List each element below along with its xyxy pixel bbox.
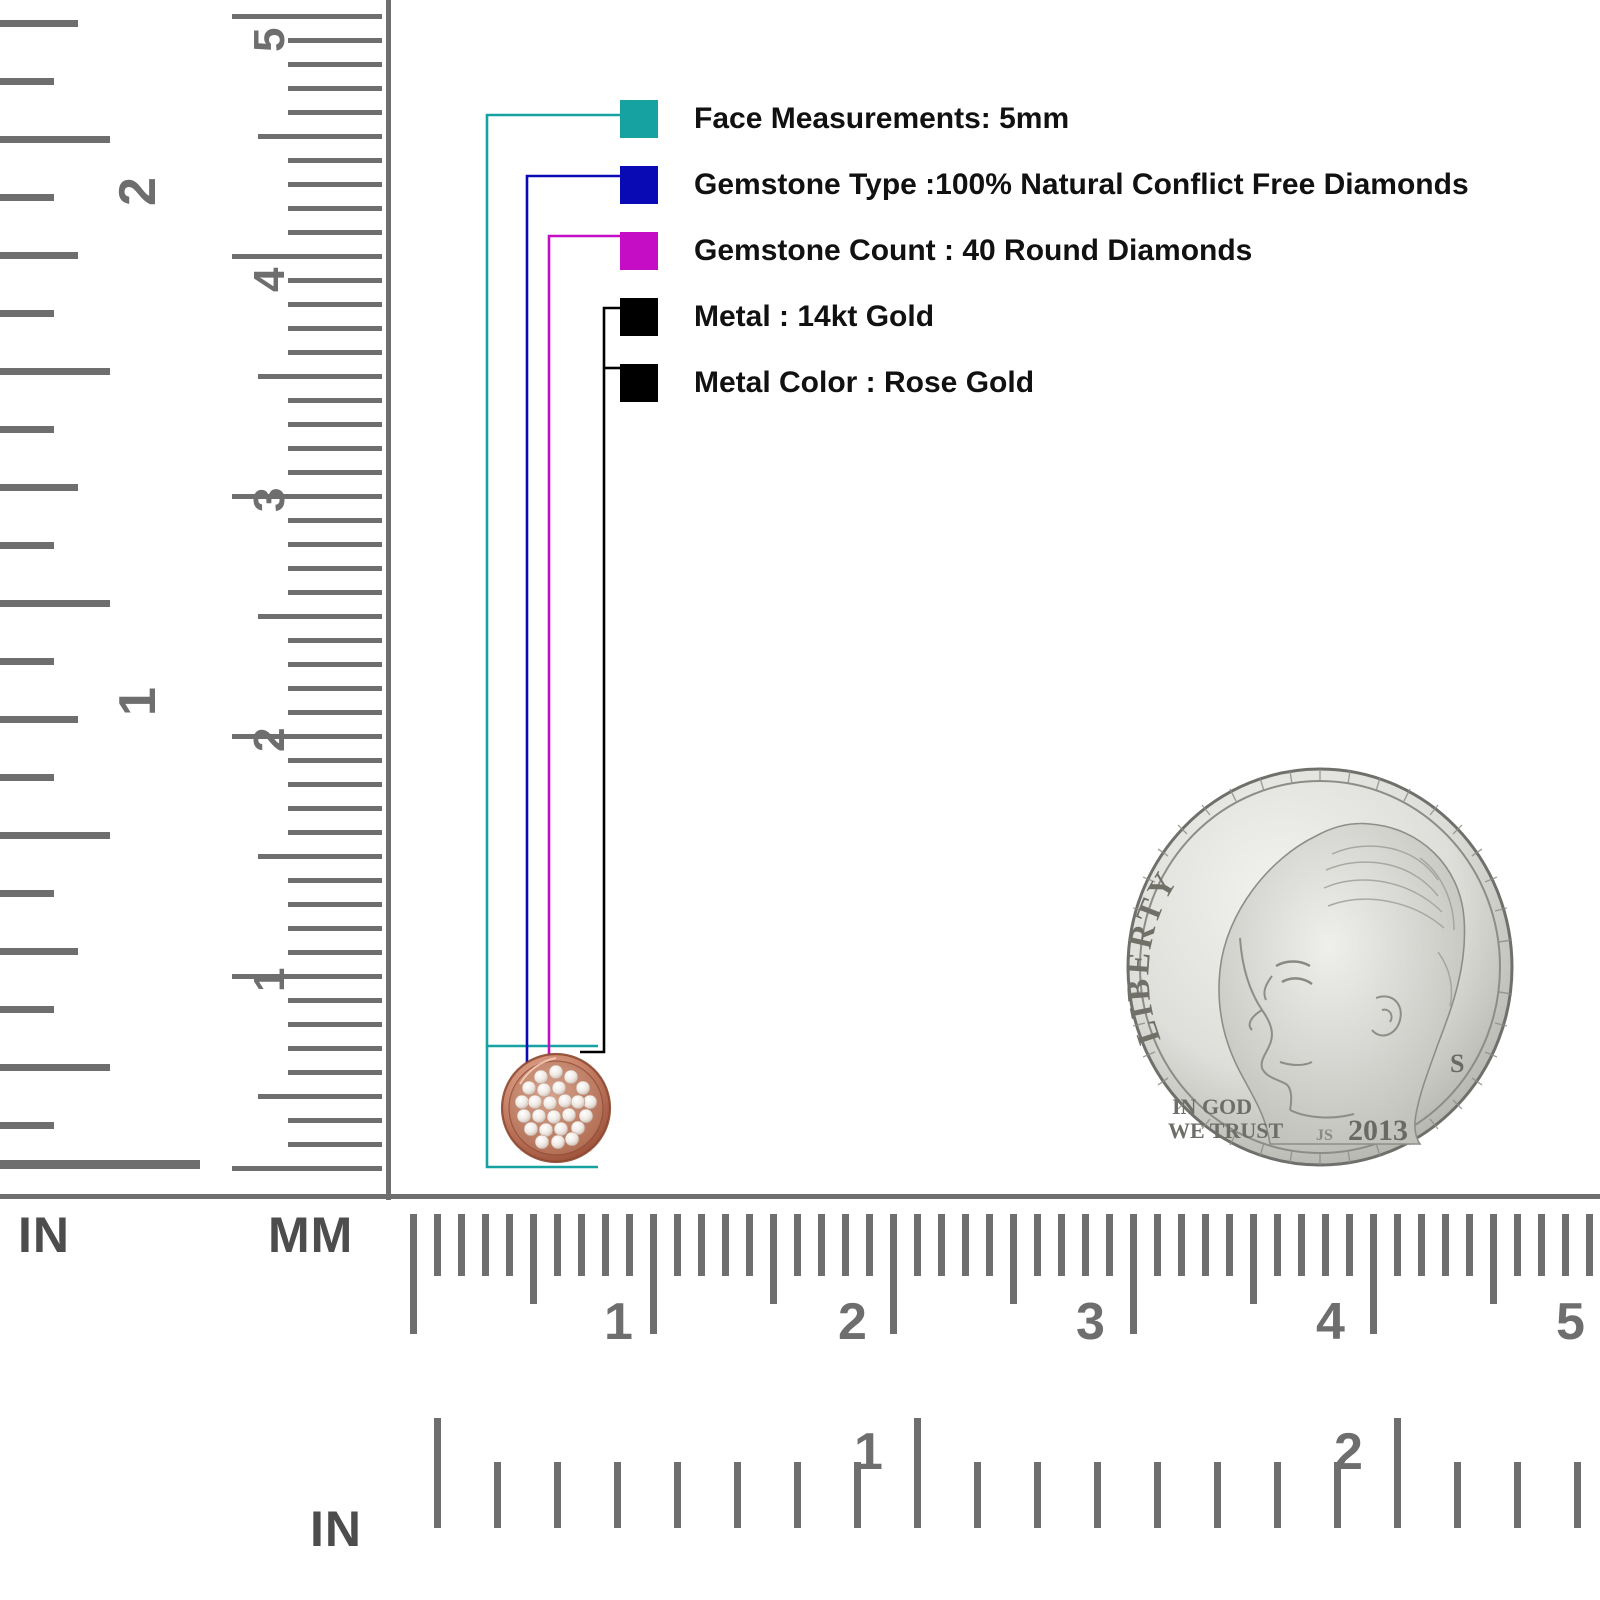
coin-us-dime <box>1120 762 1520 1172</box>
legend-label-metal: Metal : 14kt Gold <box>694 300 935 333</box>
hruler-cm-number-1: 1 <box>604 1293 633 1351</box>
legend-label-gemstone-type: Gemstone Type :100% Natural Conflict Free Diamonds <box>694 168 1469 201</box>
label-in-vertical: IN <box>18 1207 70 1263</box>
vruler-mm-number-3: 3 <box>245 487 294 512</box>
horizontal-ruler <box>388 1196 1600 1600</box>
label-mm-vertical: MM <box>268 1207 354 1263</box>
swatch-gemstone-count-icon <box>620 232 658 270</box>
coin-mintmark-text: S <box>1450 1049 1465 1078</box>
vruler-in-number-2: 2 <box>109 177 167 206</box>
legend-label-face-measurements: Face Measurements: 5mm <box>694 102 1070 135</box>
hruler-cm-number-5: 5 <box>1556 1293 1585 1351</box>
hruler-cm-number-2: 2 <box>838 1293 867 1351</box>
swatch-metal-icon <box>620 298 658 336</box>
hruler-in-number-1: 1 <box>854 1423 883 1481</box>
hruler-cm-number-3: 3 <box>1076 1293 1105 1351</box>
vruler-in-number-1: 1 <box>109 687 167 716</box>
vertical-ruler <box>0 0 388 1196</box>
swatch-gemstone-type-icon <box>620 166 658 204</box>
vertical-ruler-edge <box>386 0 391 1200</box>
legend-row-metal <box>620 284 1580 350</box>
legend-label-gemstone-count: Gemstone Count : 40 Round Diamonds <box>694 234 1253 267</box>
legend-row-gemstone-type <box>620 152 1580 218</box>
hruler-cm-number-4: 4 <box>1316 1293 1345 1351</box>
label-in-horizontal: IN <box>310 1501 362 1557</box>
swatch-metal-color-icon <box>620 364 658 402</box>
legend-row-face-measurements <box>620 86 1580 152</box>
coin-year-text: 2013 <box>1348 1114 1408 1147</box>
legend-label-metal-color: Metal Color : Rose Gold <box>694 366 1035 399</box>
spec-legend <box>620 86 1580 416</box>
vruler-mm-number-5: 5 <box>245 27 294 52</box>
legend-row-metal-color <box>620 350 1580 416</box>
coin-motto-line1: IN GOD <box>1172 1094 1253 1119</box>
hruler-in-number-2: 2 <box>1334 1423 1363 1481</box>
vruler-mm-number-4: 4 <box>245 267 294 292</box>
vruler-mm-number-1: 1 <box>245 967 294 992</box>
product-image-round-pave-pendant <box>498 1050 614 1166</box>
legend-row-gemstone-count <box>620 218 1580 284</box>
coin-liberty-text: LIBERTY <box>1120 864 1186 1049</box>
coin-designer-initials: JS <box>1316 1127 1333 1144</box>
swatch-face-measurements-icon <box>620 100 658 138</box>
coin-motto-line2: WE TRUST <box>1168 1118 1284 1143</box>
vruler-mm-number-2: 2 <box>245 727 294 752</box>
